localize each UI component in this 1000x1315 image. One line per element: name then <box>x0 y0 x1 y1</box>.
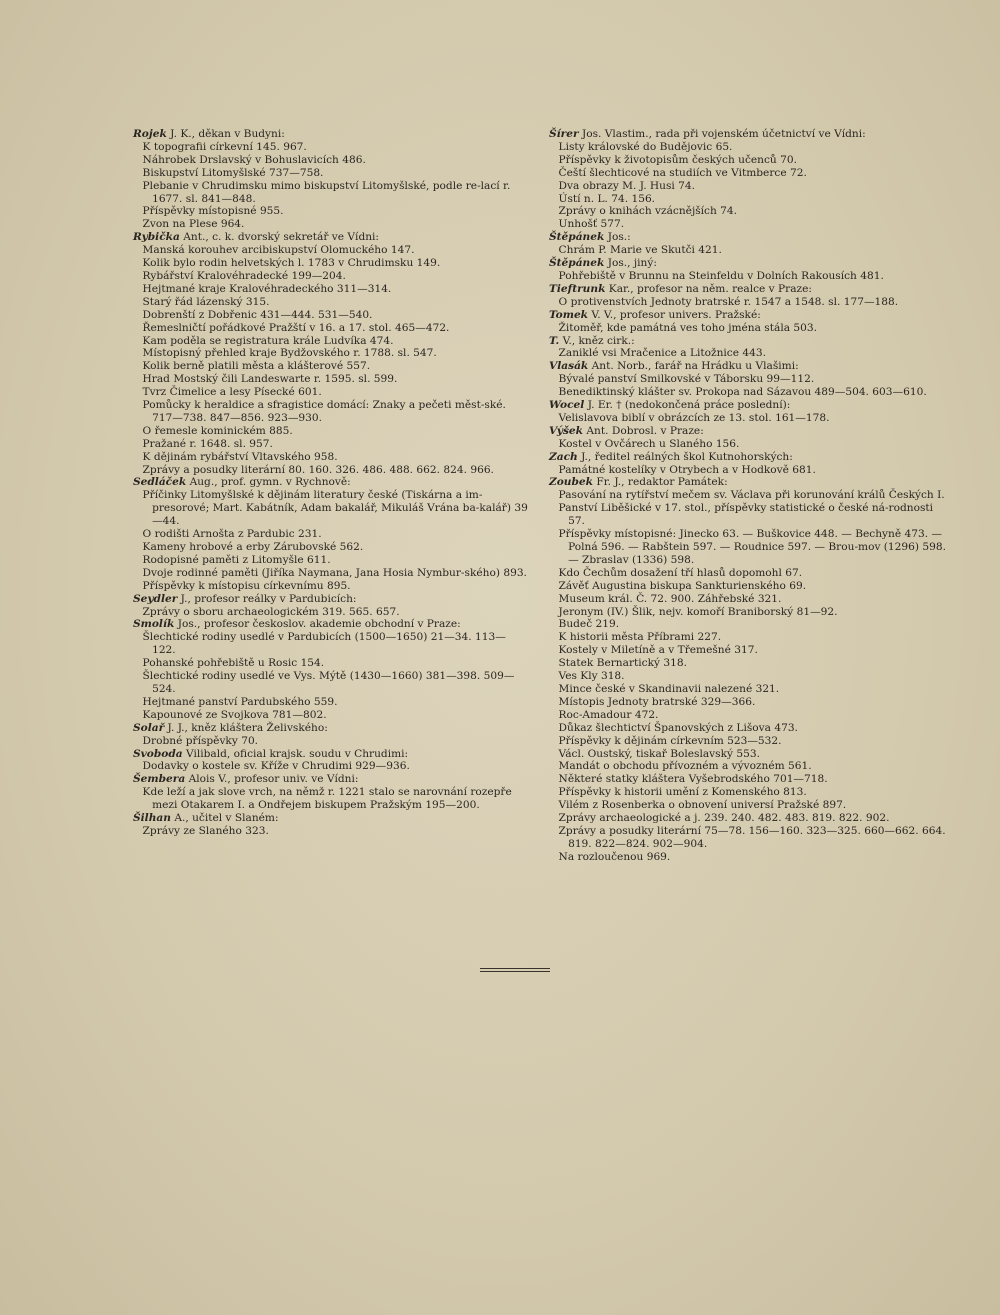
article-item: Plebanie v Chrudimsku mimo biskupství Litomyšlské, podle re-lací r. 1677. sl. 841—848. <box>142 179 511 205</box>
author-entry <box>549 283 949 309</box>
article-item: Žitoměř, kde památná ves toho jména stála 503. <box>558 321 817 334</box>
article-item: K dějinám rybářství Vltavského 958. <box>142 450 338 463</box>
article-item: Řemeslničtí pořádkové Pražští v 16. a 17. stol. 465—472. <box>142 321 450 334</box>
article-item: Kostel v Ovčárech u Slaného 156. <box>558 437 740 450</box>
article-item: Panství Liběšické v 17. stol., příspěvky statistické o české ná-rodnosti 57. <box>558 502 934 528</box>
article-item: Hrad Mostský čili Landeswarte r. 1595. sl. 599. <box>142 373 398 386</box>
author-description: J., profesor reálky v Pardubicích: <box>177 592 357 605</box>
article-item: Pomůcky k heraldice a sfragistice domácí: Znaky a pečeti měst-ské. 717—738. 847—856. 923—930. <box>142 399 506 424</box>
article-item: Zprávy a posudky literární 75—78. 156—160. 323—325. 660—662. 664. 819. 822—824. 902—904. <box>558 824 946 850</box>
author-entry <box>133 722 528 748</box>
author-heading <box>549 335 949 348</box>
article-item: Statek Bernartický 318. <box>558 657 687 670</box>
article-item: Pohřebiště v Brunnu na Steinfeldu v Dolních Rakousích 481. <box>558 269 884 282</box>
article-item: Unhošť 577. <box>558 218 625 231</box>
author-description: A., učitel v Slaném: <box>170 812 279 825</box>
author-description: Ant., c. k. dvorský sekretář ve Vídni: <box>179 231 379 244</box>
author-name: Vlasák <box>549 360 589 373</box>
left-column <box>133 128 528 838</box>
author-entry <box>133 128 528 231</box>
article-item: Chrám P. Marie ve Skutči 421. <box>558 244 722 257</box>
author-entry <box>549 335 949 361</box>
article-item: Příčinky Litomyšlské k dějinám literatury české (Tiskárna a im-presorové; Mart. Kabátník, Adam bakalář, Mikuláš Vrána ba-kalář) 39—44. <box>142 489 528 528</box>
article-item: Příspěvky místopisné 955. <box>142 205 284 218</box>
author-name: Zoubek <box>549 476 593 489</box>
author-description: Fr. J., redaktor Památek: <box>593 476 728 489</box>
author-name: Smolík <box>133 618 175 631</box>
article-item: Zprávy o knihách vzácnějších 74. <box>558 205 738 218</box>
article-item: Hejtmané panství Pardubského 559. <box>142 695 338 708</box>
author-heading <box>549 451 949 464</box>
article-item: Dobrenští z Dobřenic 431—444. 531—540. <box>142 308 373 321</box>
article-item: Zvon na Plese 964. <box>142 218 245 231</box>
article-item: Starý řád lázenský 315. <box>142 295 270 308</box>
author-name: Rojek <box>133 128 167 140</box>
article-item: Závěť Augustina biskupa Sankturienského 69. <box>558 579 807 592</box>
author-name: Šírer <box>549 128 579 140</box>
article-item: Čeští šlechticové na studiích ve Vitmberce 72. <box>558 166 807 179</box>
author-heading <box>549 231 949 244</box>
author-entry <box>133 812 528 838</box>
author-heading <box>549 360 949 373</box>
article-item: O řemesle kominickém 885. <box>142 424 293 437</box>
article-item: Listy královské do Budějovic 65. <box>558 140 733 153</box>
article-item: Pasování na rytířství mečem sv. Václava při korunování králů Českých I. <box>558 489 945 502</box>
article-item: Tvrz Čimelice a lesy Písecké 601. <box>142 386 322 399</box>
author-entry <box>133 476 528 592</box>
article-item: Mince české v Skandinavii nalezené 321. <box>558 682 780 695</box>
author-description: J., ředitel reálných škol Kutnohorských: <box>577 450 793 463</box>
article-item: Kameny hrobové a erby Zárubovské 562. <box>142 541 364 553</box>
author-entry <box>133 748 528 774</box>
author-entry <box>133 773 528 812</box>
author-name: Šilhan <box>133 812 171 825</box>
author-description: V. V., profesor univers. Pražské: <box>588 308 761 321</box>
author-name: Štěpánek <box>549 231 605 244</box>
author-entry <box>549 476 949 863</box>
end-rule <box>480 968 550 972</box>
author-name: Tieftrunk <box>549 282 606 295</box>
article-item: Mandát o obchodu přívozném a vývozném 561. <box>558 760 812 773</box>
author-entry <box>133 618 528 721</box>
article-item: Památné kostelíky v Otrybech a v Hodkově 681. <box>558 463 816 476</box>
author-description: Jos., jiný: <box>604 257 657 270</box>
article-item: Příspěvky k životopisům českých učenců 70. <box>558 153 797 166</box>
article-item: Bývalé panství Smilkovské v Táborsku 99—112. <box>558 373 815 386</box>
author-heading <box>133 618 528 631</box>
article-item: Kde leží a jak slove vrch, na němž r. 1221 stalo se narovnání rozepře mezi Otakarem I. a Ondřejem biskupem Pražským 195—200. <box>142 786 512 812</box>
article-item: Budeč 219. <box>558 618 620 631</box>
article-item: Rybářství Kralovéhradecké 199—204. <box>142 269 346 282</box>
author-name: Seydler <box>133 592 178 605</box>
author-description: Kar., profesor na něm. realce v Praze: <box>605 282 812 295</box>
article-item: K historii města Příbrami 227. <box>558 631 722 644</box>
article-item: Zprávy a posudky literární 80. 160. 326. 486. 488. 662. 824. 966. <box>142 463 494 476</box>
author-name: Rybička <box>133 231 180 244</box>
author-heading <box>549 257 949 270</box>
author-name: Štěpánek <box>549 257 605 270</box>
author-name: Zach <box>549 450 578 463</box>
author-description: Aug., prof. gymn. v Rychnově: <box>186 476 351 489</box>
author-description: J. J., kněz kláštera Želivského: <box>164 721 328 734</box>
article-item: Pražané r. 1648. sl. 957. <box>142 437 273 450</box>
author-name: Solař <box>133 721 165 734</box>
author-description: Jos. Vlastim., rada při vojenském účetnictví ve Vídni: <box>578 128 866 140</box>
author-heading <box>549 128 949 141</box>
author-description: Jos., profesor českoslov. akademie obchodní v Praze: <box>174 618 461 631</box>
author-name: Šembera <box>133 773 186 786</box>
author-name: Výšek <box>549 424 583 437</box>
article-item: Příspěvky k dějinám církevním 523—532. <box>558 734 782 747</box>
article-item: O rodišti Arnošta z Pardubic 231. <box>142 528 322 541</box>
article-item: Manská korouhev arcibiskupství Olomuckého 147. <box>142 244 415 257</box>
article-item: Biskupství Litomyšlské 737—758. <box>142 166 324 179</box>
author-entry <box>549 128 949 231</box>
author-heading <box>133 748 528 761</box>
author-entry <box>549 309 949 335</box>
article-item: Hejtmané kraje Kralovéhradeckého 311—314. <box>142 282 392 295</box>
author-description: Alois V., profesor univ. ve Vídni: <box>185 773 359 786</box>
article-item: Jeronym (IV.) Šlik, nejv. komoří Braniborský 81—92. <box>558 605 838 618</box>
article-item: Příspěvky k historii umění z Komenského 813. <box>558 786 807 799</box>
author-heading <box>133 812 528 825</box>
author-heading <box>549 283 949 296</box>
article-item: Benediktinský klášter sv. Prokopa nad Sázavou 489—504. 603—610. <box>558 386 927 399</box>
author-name: T. <box>549 334 560 347</box>
author-entry <box>549 425 949 451</box>
article-item: Zprávy archaeologické a j. 239. 240. 482. 483. 819. 822. 902. <box>558 812 890 825</box>
article-item: Příspěvky místopisné: Jinecko 63. — Buškovice 448. — Bechyně 473. — Polná 596. — Rabštein 597. — Roudnice 597. — Brou-mov (1296) 598. — Zbraslav (1336) 598. <box>558 528 946 566</box>
article-item: Příspěvky k místopisu církevnímu 895. <box>142 579 351 592</box>
article-item: Místopisný přehled kraje Bydžovského r. 1788. sl. 547. <box>142 347 437 360</box>
article-item: Některé statky kláštera Vyšebrodského 701—718. <box>558 773 828 786</box>
author-description: V., kněz cirk.: <box>559 334 635 347</box>
author-heading <box>133 231 528 244</box>
article-item: Místopis Jednoty bratrské 329—366. <box>558 695 756 708</box>
author-description: Vilibald, oficial krajsk. soudu v Chrudimi: <box>182 747 409 760</box>
article-item: Dva obrazy M. J. Husi 74. <box>558 179 696 192</box>
author-name: Wocel <box>549 399 585 412</box>
author-description: Ant. Norb., farář na Hrádku u Vlašimi: <box>588 360 799 373</box>
article-item: K topografii církevní 145. 967. <box>142 140 307 153</box>
article-item: Na rozloučenou 969. <box>558 850 671 863</box>
article-item: Pohanské pohřebiště u Rosic 154. <box>142 657 325 670</box>
author-entry <box>549 231 949 257</box>
article-item: Dodavky o kostele sv. Kříže v Chrudimi 929—936. <box>142 760 410 773</box>
author-entry <box>549 360 949 399</box>
right-column <box>549 128 949 864</box>
author-heading <box>133 593 528 606</box>
article-item: Ves Kly 318. <box>558 670 625 683</box>
article-item: Vilém z Rosenberka o obnovení universí Pražské 897. <box>558 799 847 812</box>
author-heading <box>549 309 949 322</box>
article-item: Ústí n. L. 74. 156. <box>558 192 656 205</box>
article-item: Kostely v Miletíně a v Třemešné 317. <box>558 644 758 657</box>
article-item: Kolik bylo rodin helvetských l. 1783 v Chrudimsku 149. <box>142 257 441 270</box>
author-name: Svoboda <box>133 747 183 760</box>
author-description: Ant. Dobrosl. v Praze: <box>583 424 704 437</box>
author-entry <box>549 451 949 477</box>
author-heading <box>549 476 949 489</box>
article-item: Dvoje rodinné paměti (Jiříka Naymana, Jana Hosia Nymbur-ského) 893. <box>142 566 527 579</box>
author-heading <box>549 425 949 438</box>
author-name: Sedláček <box>133 476 187 489</box>
author-heading <box>133 722 528 735</box>
author-description: J. Er. † (nedokončená práce poslední): <box>584 399 791 412</box>
author-entry <box>549 257 949 283</box>
article-item: Rodopisné paměti z Litomyšle 611. <box>142 553 331 566</box>
author-heading <box>133 773 528 786</box>
article-item: Museum král. Č. 72. 900. Záhřebské 321. <box>558 592 782 605</box>
author-description: J. K., děkan v Budyni: <box>166 128 285 140</box>
article-item: Zprávy o sboru archaeologickém 319. 565. 657. <box>142 605 400 618</box>
article-item: Důkaz šlechtictví Španovských z Lišova 473. <box>558 721 798 734</box>
article-item: O protivenstvích Jednoty bratrské r. 1547 a 1548. sl. 177—188. <box>558 295 899 308</box>
article-item: Roc-Amadour 472. <box>558 708 659 721</box>
author-heading <box>133 476 528 489</box>
article-item: Kapounové ze Svojkova 781—802. <box>142 708 327 721</box>
article-item: Kam poděla se registratura krále Ludvíka 474. <box>142 334 394 347</box>
article-item: Kolik berně platili města a klášterové 557. <box>142 360 371 373</box>
author-entry <box>133 231 528 476</box>
author-heading <box>549 399 949 412</box>
article-item: Náhrobek Drslavský v Bohuslavicích 486. <box>142 153 366 166</box>
author-heading <box>133 128 528 141</box>
article-item: Velislavova biblí v obrázcích ze 13. stol. 161—178. <box>558 411 830 424</box>
author-name: Tomek <box>549 308 589 321</box>
article-item: Zprávy ze Slaného 323. <box>142 824 269 837</box>
author-description: Jos.: <box>604 231 631 244</box>
article-item: Drobné příspěvky 70. <box>142 734 259 747</box>
article-item: Václ. Oustský, tiskař Boleslavský 553. <box>558 747 760 760</box>
article-item: Šlechtické rodiny usedlé ve Vys. Mýtě (1430—1660) 381—398. 509—524. <box>142 670 515 695</box>
author-entry <box>549 399 949 425</box>
article-item: Šlechtické rodiny usedlé v Pardubicích (1500—1650) 21—34. 113—122. <box>142 631 506 657</box>
article-item: Kdo Čechům dosažení tří hlasů dopomohl 67. <box>558 566 803 579</box>
article-item: Zaniklé vsi Mračenice a Litožnice 443. <box>558 347 766 360</box>
author-entry <box>133 593 528 619</box>
